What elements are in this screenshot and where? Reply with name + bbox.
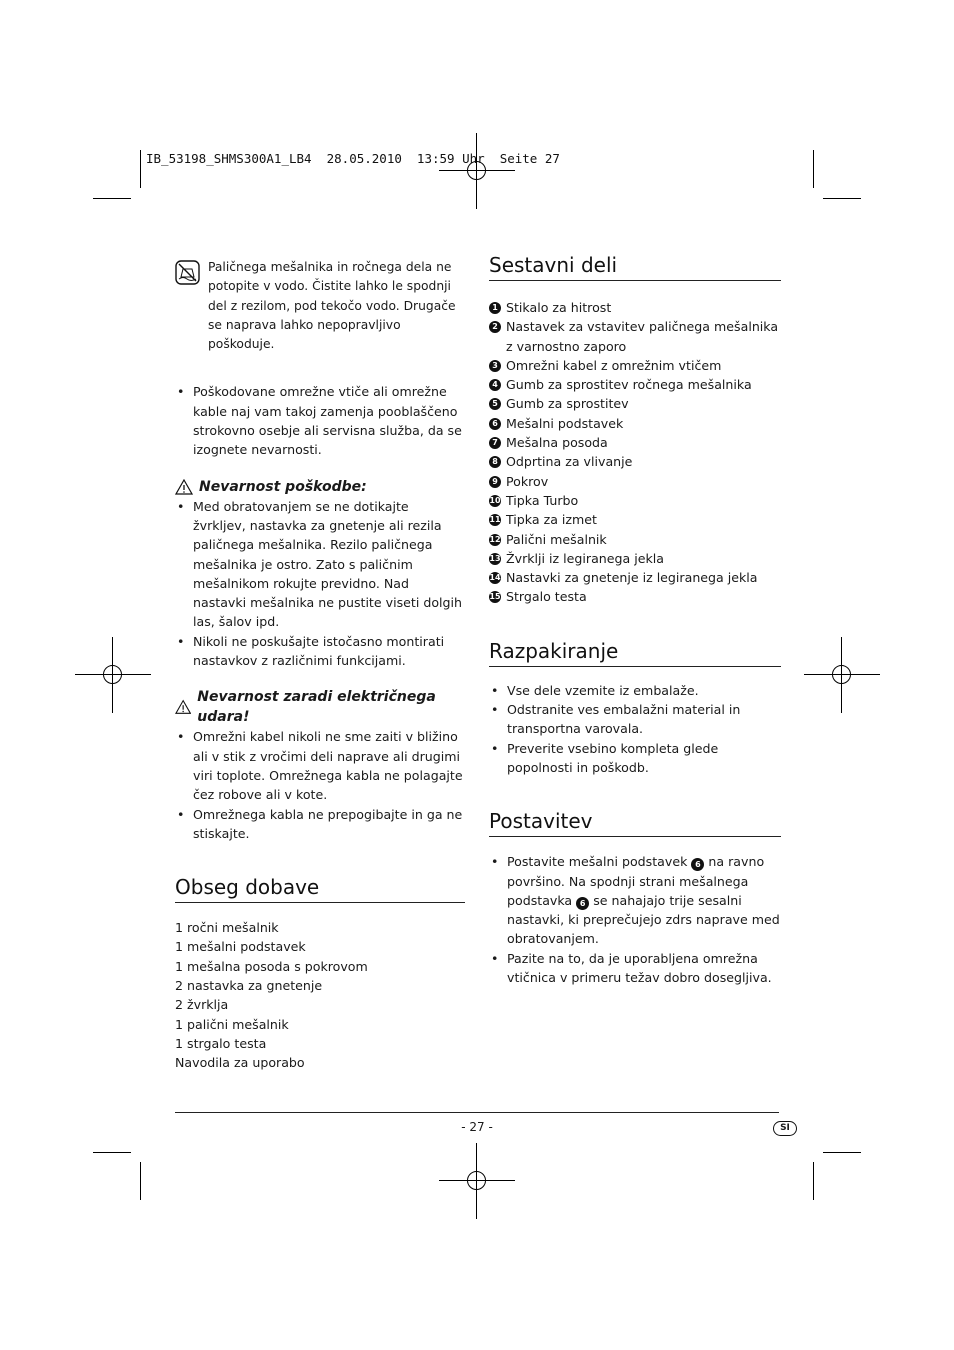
part-item (489, 433, 781, 452)
electric-heading (175, 687, 465, 727)
part-number: 2 (489, 321, 501, 333)
part-number: 12 (489, 534, 501, 544)
list-item: 1 palični mešalnik (175, 1016, 289, 1032)
list-item: • Omrežni kabel nikoli ne sme zaiti v bližino ali v stik z vročimi deli naprave ali drugimi viri toplote. Omrežnega kabla ne polagajte čez robove ali v kote. (175, 727, 465, 804)
list-item: • Odstranite ves embalažni material in transportna varovala. (489, 700, 781, 739)
setup-heading: Postavitev (489, 808, 781, 837)
part-number: 3 (489, 360, 501, 372)
crop-mark (93, 198, 131, 199)
setup-text: Postavite mešalni podstavek (507, 854, 688, 870)
part-item (489, 375, 781, 394)
part-label: Omrežni kabel z omrežnim vtičem (506, 357, 722, 373)
part-ref-badge: 6 (691, 858, 704, 871)
list-item: 1 ročni mešalnik (175, 920, 279, 936)
part-number: 13 (489, 553, 501, 563)
right-column (489, 252, 781, 987)
crop-mark (140, 1162, 141, 1200)
part-label: Stikalo za hitrost (506, 300, 612, 315)
scope-heading: Obseg dobave (175, 874, 465, 903)
setup-text: na ravno površino. Na spodnji strani mešalnega podstavka (507, 854, 765, 908)
list-item: • Preverite vsebino kompleta glede popolnosti in poškodb. (489, 739, 781, 778)
part-item (489, 298, 781, 317)
registration-crosshair (439, 133, 515, 209)
registration-crosshair (804, 637, 880, 713)
water-warning-text: Paličnega mešalnika in ročnega dela ne potopite v vodo. Čistite lahko le spodnji del z rezilom, pod tekočo vodo. Drugače se naprava lahko nepopravljivo poškoduje. (208, 260, 456, 352)
list-item (489, 852, 781, 948)
part-number: 5 (489, 398, 501, 410)
part-number: 11 (489, 515, 501, 525)
part-number: 4 (489, 379, 501, 391)
unpack-heading: Razpakiranje (489, 638, 781, 667)
crop-mark (813, 150, 814, 188)
part-label: Pokrov (506, 473, 549, 489)
language-badge: SI (773, 1121, 797, 1136)
part-label: Mešalna posoda (506, 435, 608, 451)
crop-mark (140, 150, 141, 188)
list-item: • Vse dele vzemite iz embalaže. (489, 681, 781, 700)
part-label: Odprtina za vlivanje (506, 454, 633, 470)
part-number: 9 (489, 476, 501, 488)
scope-list (175, 918, 465, 1072)
part-label: Nastavki za gnetenje iz legiranega jekla (506, 570, 758, 586)
list-item: 2 žvrklja (175, 997, 229, 1013)
list-item: • Med obratovanjem se ne dotikajte žvrkljev, nastavka za gnetenje ali rezila paličnega mešalnika. Rezilo paličnega mešalnika je ostro. Zato s paličnim mešalnikom rokujte previdno. Nad nastavki mešalnika ne pustite viseti dolgih las, šalov ipd. (175, 497, 465, 632)
setup-list (489, 852, 781, 987)
part-item (489, 510, 781, 529)
part-label: Mešalni podstavek (506, 415, 624, 431)
part-label: Tipka za izmet (506, 512, 597, 528)
part-item (489, 530, 781, 549)
part-number: 10 (489, 495, 501, 505)
part-item (489, 414, 781, 433)
part-item (489, 549, 781, 568)
list-item: 1 mešalna posoda s pokrovom (175, 958, 368, 974)
cable-bullet: • Poškodovane omrežne vtiče ali omrežne kable naj vam takoj zamenja pooblaščeno strokovno osebje ali servisna služba, da se izognete nevarnosti. (175, 382, 465, 459)
part-item (489, 356, 781, 375)
part-item (489, 472, 781, 491)
footer-rule (175, 1112, 779, 1113)
part-number: 6 (489, 418, 501, 430)
list-item: 1 mešalni podstavek (175, 939, 306, 955)
warning-icon (175, 699, 191, 715)
part-number: 1 (489, 302, 501, 314)
part-item (489, 317, 781, 356)
crop-mark (823, 1152, 861, 1153)
part-label: Gumb za sprostitev ročnega mešalnika (506, 377, 752, 393)
part-item (489, 394, 781, 413)
left-column (175, 258, 465, 1073)
crop-mark (823, 198, 861, 199)
part-ref-badge: 6 (576, 897, 589, 910)
page-number: - 27 - (461, 1120, 493, 1134)
part-item (489, 491, 781, 510)
part-number: 7 (489, 437, 501, 449)
list-item: 1 strgalo testa (175, 1035, 267, 1051)
part-number: 14 (489, 573, 501, 583)
crop-mark (813, 1162, 814, 1200)
water-warning (175, 258, 465, 354)
setup-text: se nahajajo trije sesalni nastavki, ki preprečujejo zdrs naprave med obratovanjem. (507, 892, 780, 947)
no-immersion-icon (175, 260, 200, 285)
list-item: • Nikoli ne poskušajte istočasno montirati nastavkov z različnimi funkcijami. (175, 632, 465, 671)
electric-heading-text: Nevarnost zaradi električnega udara! (197, 689, 436, 726)
part-item (489, 587, 781, 606)
part-label: Palični mešalnik (506, 531, 607, 547)
crop-mark (93, 1152, 131, 1153)
list-item: 2 nastavka za gnetenje (175, 978, 323, 994)
injury-heading-text: Nevarnost poškodbe: (199, 478, 367, 495)
part-item (489, 452, 781, 471)
part-label: Žvrklji iz legiranega jekla (506, 550, 664, 566)
print-slug: IB_53198_SHMS300A1_LB4 28.05.2010 13:59 Uhr Seite 27 (146, 151, 560, 166)
list-item: • Pazite na to, da je uporabljena omrežna vtičnica v primeru težav dobro dosegljiva. (489, 949, 781, 988)
part-number: 8 (489, 456, 501, 468)
parts-heading: Sestavni deli (489, 252, 781, 281)
part-label: Strgalo testa (506, 589, 587, 605)
warning-icon (175, 479, 193, 495)
part-label: Nastavek za vstavitev paličnega mešalnika z varnostno zaporo (506, 319, 779, 354)
part-label: Gumb za sprostitev (506, 396, 629, 412)
registration-crosshair (75, 637, 151, 713)
part-number: 15 (489, 592, 501, 602)
part-label: Tipka Turbo (506, 492, 579, 508)
list-item: Navodila za uporabo (175, 1055, 305, 1071)
injury-heading (175, 477, 465, 497)
list-item: • Omrežnega kabla ne prepogibajte in ga ne stiskajte. (175, 805, 465, 844)
unpack-list (489, 681, 781, 777)
parts-list (489, 298, 781, 607)
part-item (489, 568, 781, 587)
registration-crosshair (439, 1143, 515, 1219)
